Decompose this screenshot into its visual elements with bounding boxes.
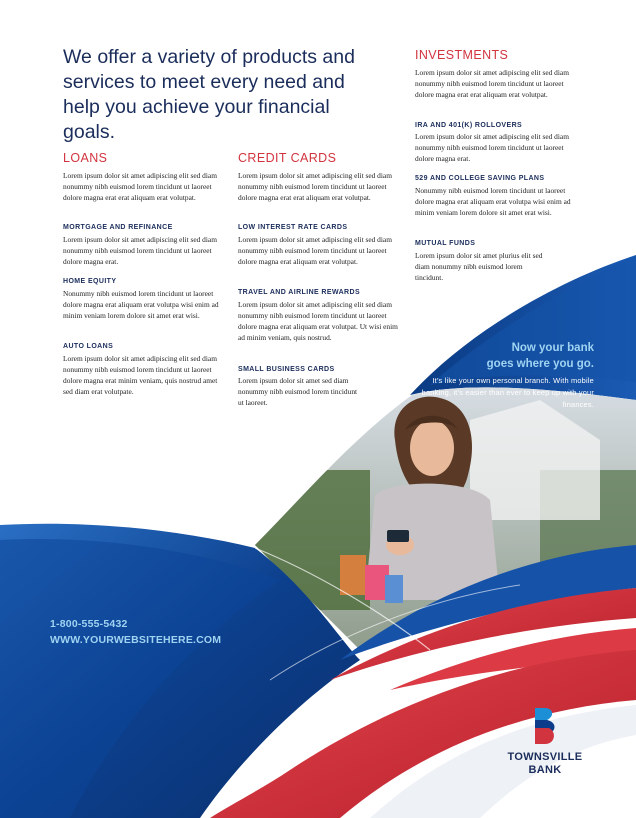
investments-item-3-text: Lorem ipsum dolor sit amet plurius elit sed diam nonummy nibh euismod lorem tincidunt. xyxy=(415,251,543,282)
credit-cards-item-3-text: Lorem ipsum dolor sit amet sed diam nonummy nibh euismod lorem tincidunt ut laoreet. xyxy=(238,376,358,407)
contact-phone[interactable]: 1-800-555-5432 xyxy=(50,618,128,630)
investments-item-2-heading: 529 AND COLLEGE SAVING PLANS xyxy=(415,175,545,182)
bank-logo xyxy=(495,706,595,777)
bank-logo-line-1: TOWNSVILLE xyxy=(507,751,583,763)
loans-item-2-heading: HOME EQUITY xyxy=(63,278,117,285)
credit-cards-item-3-heading: SMALL BUSINESS CARDS xyxy=(238,366,335,373)
loans-item-1-text: Lorem ipsum dolor sit amet adipiscing elit sed diam nonummy nibh euismod lorem tincidunt ut laoreet dolore magna erat. xyxy=(63,235,217,266)
promo-title-line-2: goes where you go. xyxy=(486,358,594,370)
credit-cards-intro: Lorem ipsum dolor sit amet adipiscing elit sed diam nonummy nibh euismod lorem tincidunt ut laoreet dolore magna erat erat aliquam erat volutpat. xyxy=(238,171,392,202)
bank-logo-icon xyxy=(531,706,559,746)
loans-item-3-heading: AUTO LOANS xyxy=(63,343,114,350)
loans-title: LOANS xyxy=(63,151,108,165)
credit-cards-item-2-heading: TRAVEL AND AIRLINE REWARDS xyxy=(238,289,361,296)
investments-item-3-heading: MUTUAL FUNDS xyxy=(415,240,476,247)
credit-cards-title: CREDIT CARDS xyxy=(238,151,337,165)
credit-cards-item-2-text: Lorem ipsum dolor sit amet adipiscing elit sed diam nonummy nibh euismod lorem tincidunt ut laoreet dolore magna erat aliquam erat volutpat. Ut wisi enim ad minim veniam, quis nostrud. xyxy=(238,300,398,342)
promo-body: It’s like your own personal branch. With mobile banking, it’s easier than ever to keep up with your finances. xyxy=(421,376,594,409)
loans-item-3-text: Lorem ipsum dolor sit amet adipiscing elit sed diam nonummy nibh euismod lorem tincidunt ut laoreet dolore magna erat minim veniam, quis nostrud amet sed diam erat volutpate. xyxy=(63,354,218,396)
investments-item-1-heading: IRA AND 401(K) ROLLOVERS xyxy=(415,122,523,129)
bank-logo-line-2: BANK xyxy=(528,764,562,776)
credit-cards-item-1-heading: LOW INTEREST RATE CARDS xyxy=(238,224,348,231)
loans-item-2-text: Nonummy nibh euismod lorem tincidunt ut laoreet dolore magna erat aliquam erat volutpa wisi enim ad minim veniam lorem dolore sit amet erat wisi. xyxy=(63,289,219,320)
contact-website[interactable]: WWW.YOURWEBSITEHERE.COM xyxy=(50,634,222,646)
loans-intro: Lorem ipsum dolor sit amet adipiscing elit sed diam nonummy nibh euismod lorem tincidunt ut laoreet dolore magna erat erat aliquam erat volutpat. xyxy=(63,171,217,202)
investments-intro: Lorem ipsum dolor sit amet adipiscing elit sed diam nonummy nibh euismod lorem tincidunt ut laoreet dolore magna erat erat aliquam erat volutpat. xyxy=(415,68,569,99)
credit-cards-item-1-text: Lorem ipsum dolor sit amet adipiscing elit sed diam nonummy nibh euismod lorem tincidunt ut laoreet dolore magna erat aliquam erat volutpat. xyxy=(238,235,392,266)
investments-item-2-text: Nonummy nibh euismod lorem tincidunt ut laoreet dolore magna erat aliquam erat volutpa wisi enim ad minim veniam lorem dolore sit amet erat wisi. xyxy=(415,186,571,217)
page-headline: We offer a variety of products and services to meet every need and help you achieve your financial goals. xyxy=(63,46,355,143)
promo-title-line-1: Now your bank xyxy=(511,342,594,354)
investments-title: INVESTMENTS xyxy=(415,48,509,62)
promo-title xyxy=(394,340,594,372)
loans-item-1-heading: MORTGAGE AND REFINANCE xyxy=(63,224,173,231)
investments-item-1-text: Lorem ipsum dolor sit amet adipiscing elit sed diam nonummy nibh euismod lorem tincidunt ut laoreet dolore magna erat. xyxy=(415,132,569,163)
